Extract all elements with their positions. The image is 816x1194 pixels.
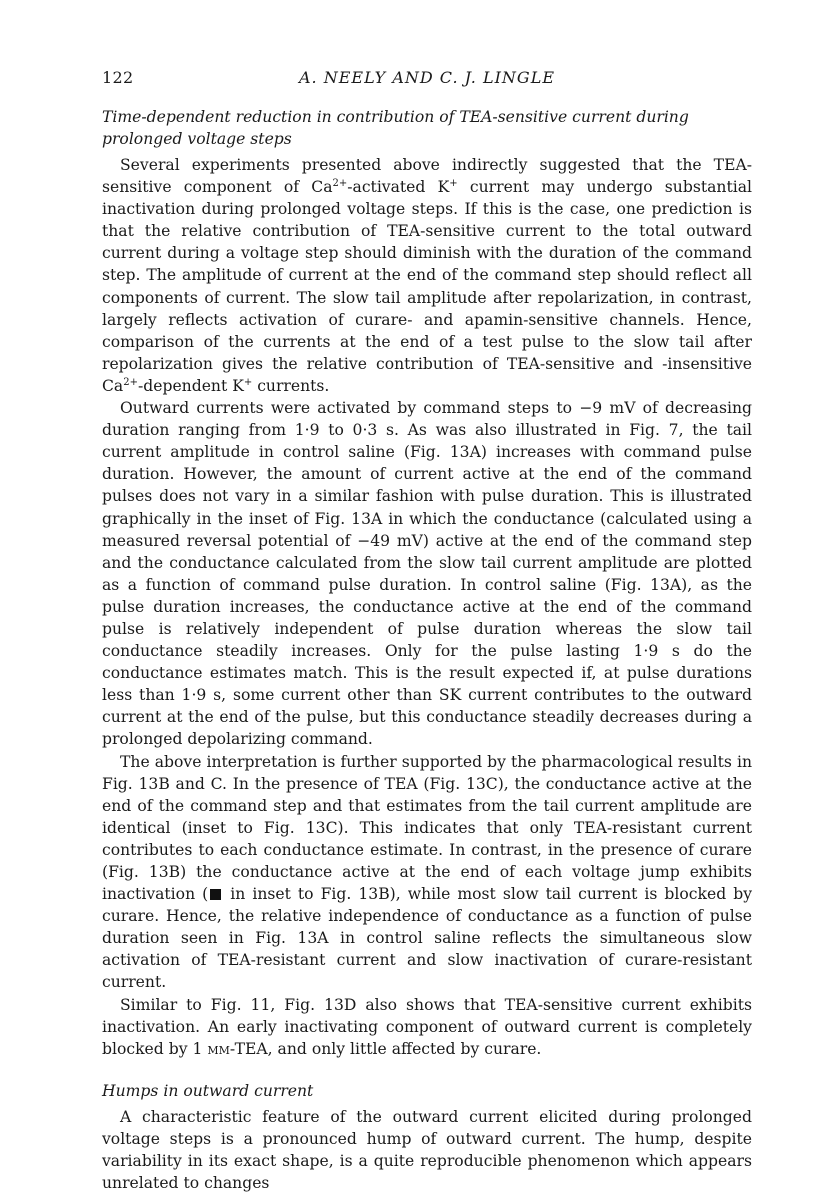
- superscript: +: [449, 178, 458, 190]
- superscript: +: [243, 376, 253, 388]
- running-head: [102, 60, 752, 90]
- section-heading-tea-reduction: Time-dependent reduction in contribution of TEA-sensitive current during prolonged voltage steps: [102, 108, 689, 148]
- paragraph-text: Several experiments presented above indirectly suggested that the TEA-sensitive component of Ca: [102, 156, 752, 197]
- paragraph-text: -TEA, and only little affected by curare.: [229, 1039, 542, 1058]
- paragraph-text: currents.: [252, 376, 330, 395]
- paragraph-text: Similar to Fig. 11, Fig. 13D also shows that TEA-sensitive current exhibits inactivation. An early inactivating component of outward current is completely blocked by 1: [102, 995, 752, 1058]
- paragraph-text: in inset to Fig. 13B), while most slow tail current is blocked by curare. Hence, the relative independence of conductance as a function of pulse duration seen in Fig. 13A in control saline reflects the simultaneous slow activation of TEA-resistant current and slow inactivation of curare-resistant current.: [102, 885, 753, 992]
- paragraph-outward-currents: Outward currents were activated by command steps to −9 mV of decreasing duration ranging from 1·9 to 0·3 s. As was also illustrated in Fig. 7, the tail current amplitude in control saline (Fig. 13A) increases with command pulse duration. However, the amount of current active at the end of the command pulses does not vary in a similar fashion with pulse duration. This is illustrated graphically in the inset of Fig. 13A in which the conductance (calculated using a measured reversal potential of −49 mV) active at the end of the command step and the conductance calculated from the slow tail current amplitude are plotted as a function of command pulse duration. In control saline (Fig. 13A), as the pulse duration increases, the conductance active at the end of the command pulse is relatively independent of pulse duration whereas the slow tail conductance steadily increases. Only for the pulse lasting 1·9 s do the conductance estimates match. This is the result expected if, at pulse durations less than 1·9 s, some current other than SK current contributes to the outward current at the end of the pulse, but this conductance steadily decreases during a prolonged depolarizing command.: [102, 399, 752, 749]
- paragraph-tea-intro: [102, 154, 752, 397]
- page: [102, 60, 752, 1194]
- paragraph-humps: A characteristic feature of the outward current elicited during prolonged voltage steps is a pronounced hump of outward current. The hump, despite variability in its exact shape, is a quite reproducible phenomenon which appears unrelated to changes: [102, 1107, 752, 1193]
- unit-mm: mm: [207, 1039, 230, 1058]
- page-number: 122: [102, 68, 134, 87]
- superscript: 2+: [123, 376, 138, 388]
- running-head-authors: A. NEELY AND C. J. LINGLE: [298, 68, 556, 87]
- section-heading-humps: Humps in outward current: [102, 1081, 314, 1100]
- paragraph-text: -activated K: [347, 178, 450, 197]
- paragraph-text: current may undergo substantial inactivation during prolonged voltage steps. If this is the case, one prediction is that the relative contribution of TEA-sensitive current to the total outward current during a voltage step should diminish with the duration of the command step. The amplitude of current at the end of the command step should reflect all components of current. The slow tail amplitude after repolarization, in contrast, largely reflects activation of curare- and apamin-sensitive channels. Hence, comparison of the currents at the end of a test pulse to the slow tail after repolarization gives the relative contribution of TEA-sensitive and -insensitive Ca: [102, 178, 752, 395]
- paragraph-text: -dependent K: [137, 376, 244, 395]
- superscript: 2+: [332, 178, 348, 190]
- filled-square-icon: [210, 889, 221, 900]
- paragraph-inactivation: [102, 994, 752, 1060]
- paragraph-pharmacology: [102, 751, 752, 994]
- paragraph-text: The above interpretation is further supported by the pharmacological results in Fig. 13B and C. In the presence of TEA (Fig. 13C), the conductance active at the end of the command step and that estimates from the tail current amplitude are identical (inset to Fig. 13C). This indicates that only TEA-resistant current contributes to each conductance estimate. In contrast, in the presence of curare (Fig. 13B) the conductance active at the end of each voltage jump exhibits inactivation (: [102, 752, 752, 904]
